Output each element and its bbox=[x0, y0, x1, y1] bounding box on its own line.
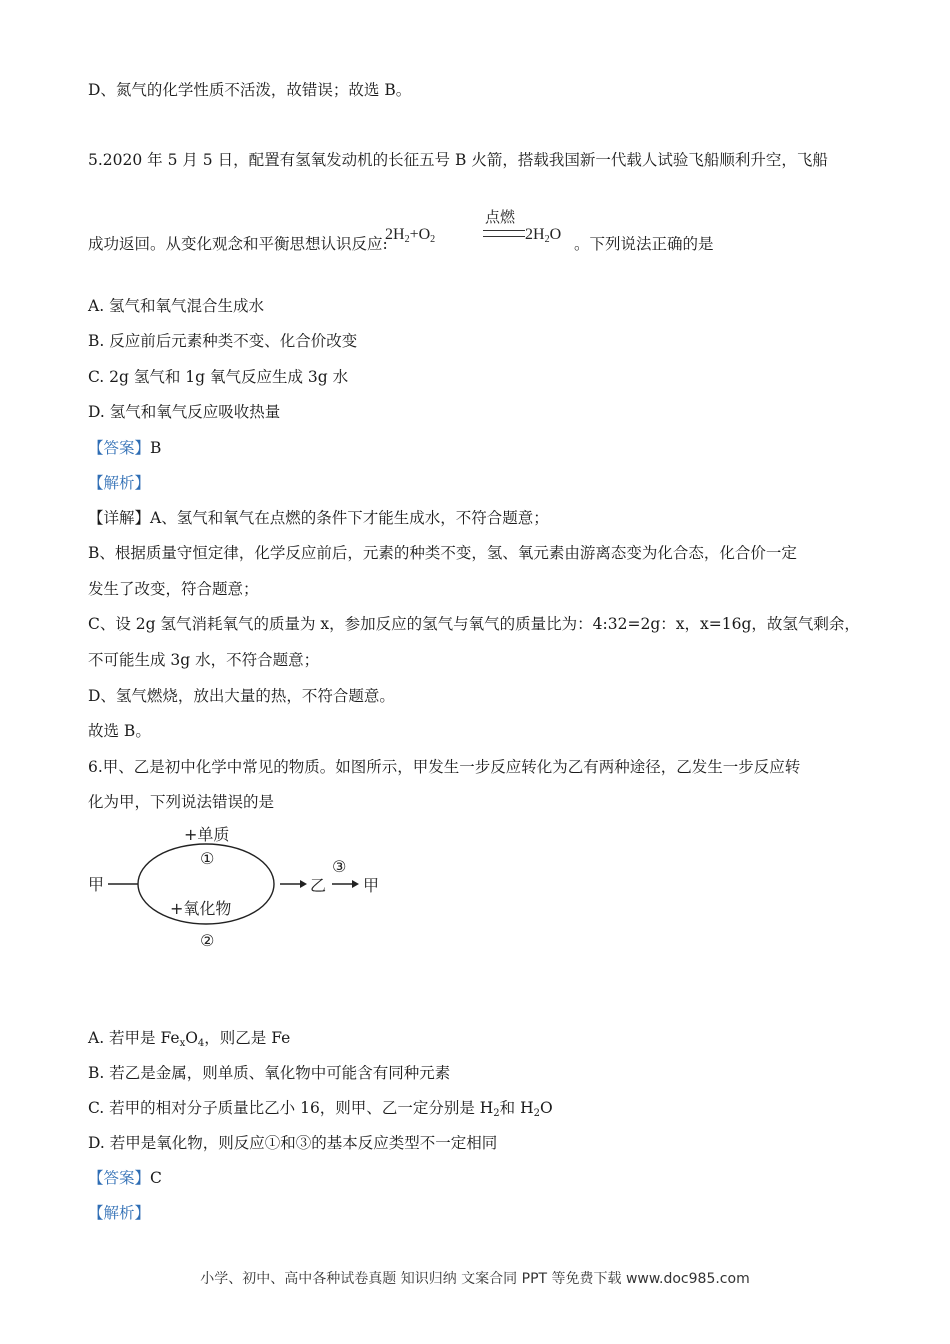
label-yi: 乙 bbox=[310, 876, 327, 895]
answer-line: 【答案】B bbox=[88, 439, 162, 457]
conversion-diagram bbox=[86, 822, 396, 952]
q6-option-b: B. 若乙是金属，则单质、氧化物中可能含有同种元素 bbox=[88, 1064, 451, 1082]
q6-option-a: A. 若甲是 $Fe_xO_4$，则乙是 Fe bbox=[88, 1029, 291, 1049]
detail-line: 故选 B。 bbox=[88, 722, 151, 740]
text-line: D、氮气的化学性质不活泼，故错误；故选 B。 bbox=[88, 81, 412, 99]
detail-line: 不可能生成 3g 水，不符合题意； bbox=[88, 651, 320, 669]
label-plus-oxide: +氧化物 bbox=[170, 899, 232, 918]
detail-line: C、设 2g 氢气消耗氧气的质量为 x，参加反应的氢气与氧气的质量比为：4:32=2g：x，x=16g，故氢气剩余， bbox=[88, 615, 860, 633]
option-b: B. 反应前后元素种类不变、化合价改变 bbox=[88, 332, 358, 350]
detail-line: D、氢气燃烧，放出大量的热，不符合题意。 bbox=[88, 687, 395, 705]
detail-line: 【详解】A、氢气和氧气在点燃的条件下才能生成水，不符合题意； bbox=[88, 509, 549, 527]
question-6-stem-cont: 化为甲，下列说法错误的是 bbox=[88, 793, 275, 811]
question-5-stem-cont: 成功返回。从变化观念和平衡思想认识反应: bbox=[88, 235, 388, 253]
label-plus-element: +单质 bbox=[184, 825, 230, 844]
label-step-3: ③ bbox=[332, 857, 347, 876]
label-jia-left: 甲 bbox=[88, 875, 105, 894]
question-5-stem-end: 。下列说法正确的是 bbox=[574, 235, 714, 253]
page-footer: 小学、初中、高中各种试卷真题 知识归纳 文案合同 PPT 等免费下载 www.doc985.com bbox=[200, 1271, 750, 1287]
arrow-head-icon bbox=[352, 880, 359, 888]
answer-line: 【答案】C bbox=[88, 1169, 162, 1187]
option-d: D. 氢气和氧气反应吸收热量 bbox=[88, 403, 281, 421]
option-a: A. 氢气和氧气混合生成水 bbox=[88, 297, 265, 315]
label-step-1: ① bbox=[200, 849, 215, 868]
detail-line: B、根据质量守恒定律，化学反应前后，元素的种类不变，氢、氧元素由游离态变为化合态，化合价一定 bbox=[88, 544, 797, 562]
label-step-2: ② bbox=[200, 931, 215, 950]
q6-option-c: C. 若甲的相对分子质量比乙小 16，则甲、乙一定分别是 $H_2$和 $H_2O$ bbox=[88, 1099, 553, 1119]
detail-line: 发生了改变，符合题意； bbox=[88, 580, 259, 598]
label-jia-right: 甲 bbox=[363, 876, 380, 895]
question-5-stem: 5.2020 年 5 月 5 日，配置有氢氧发动机的长征五号 B 火箭，搭载我国新一代载人试验飞船顺利升空，飞船 bbox=[88, 151, 828, 169]
reaction-equation: $2H_2+O_2$ 点燃 $2H_2O$ bbox=[385, 206, 575, 256]
analysis-label: 【解析】 bbox=[88, 474, 151, 492]
equals-sign bbox=[483, 230, 525, 237]
arrow-head-icon bbox=[300, 880, 307, 888]
analysis-label: 【解析】 bbox=[88, 1204, 151, 1222]
q6-option-d: D. 若甲是氧化物，则反应①和③的基本反应类型不一定相同 bbox=[88, 1134, 498, 1152]
question-6-stem: 6.甲、乙是初中化学中常见的物质。如图所示，甲发生一步反应转化为乙有两种途径，乙发生一步反应转 bbox=[88, 758, 801, 776]
option-c: C. 2g 氢气和 1g 氧气反应生成 3g 水 bbox=[88, 368, 349, 386]
reaction-condition: 点燃 bbox=[485, 210, 516, 226]
